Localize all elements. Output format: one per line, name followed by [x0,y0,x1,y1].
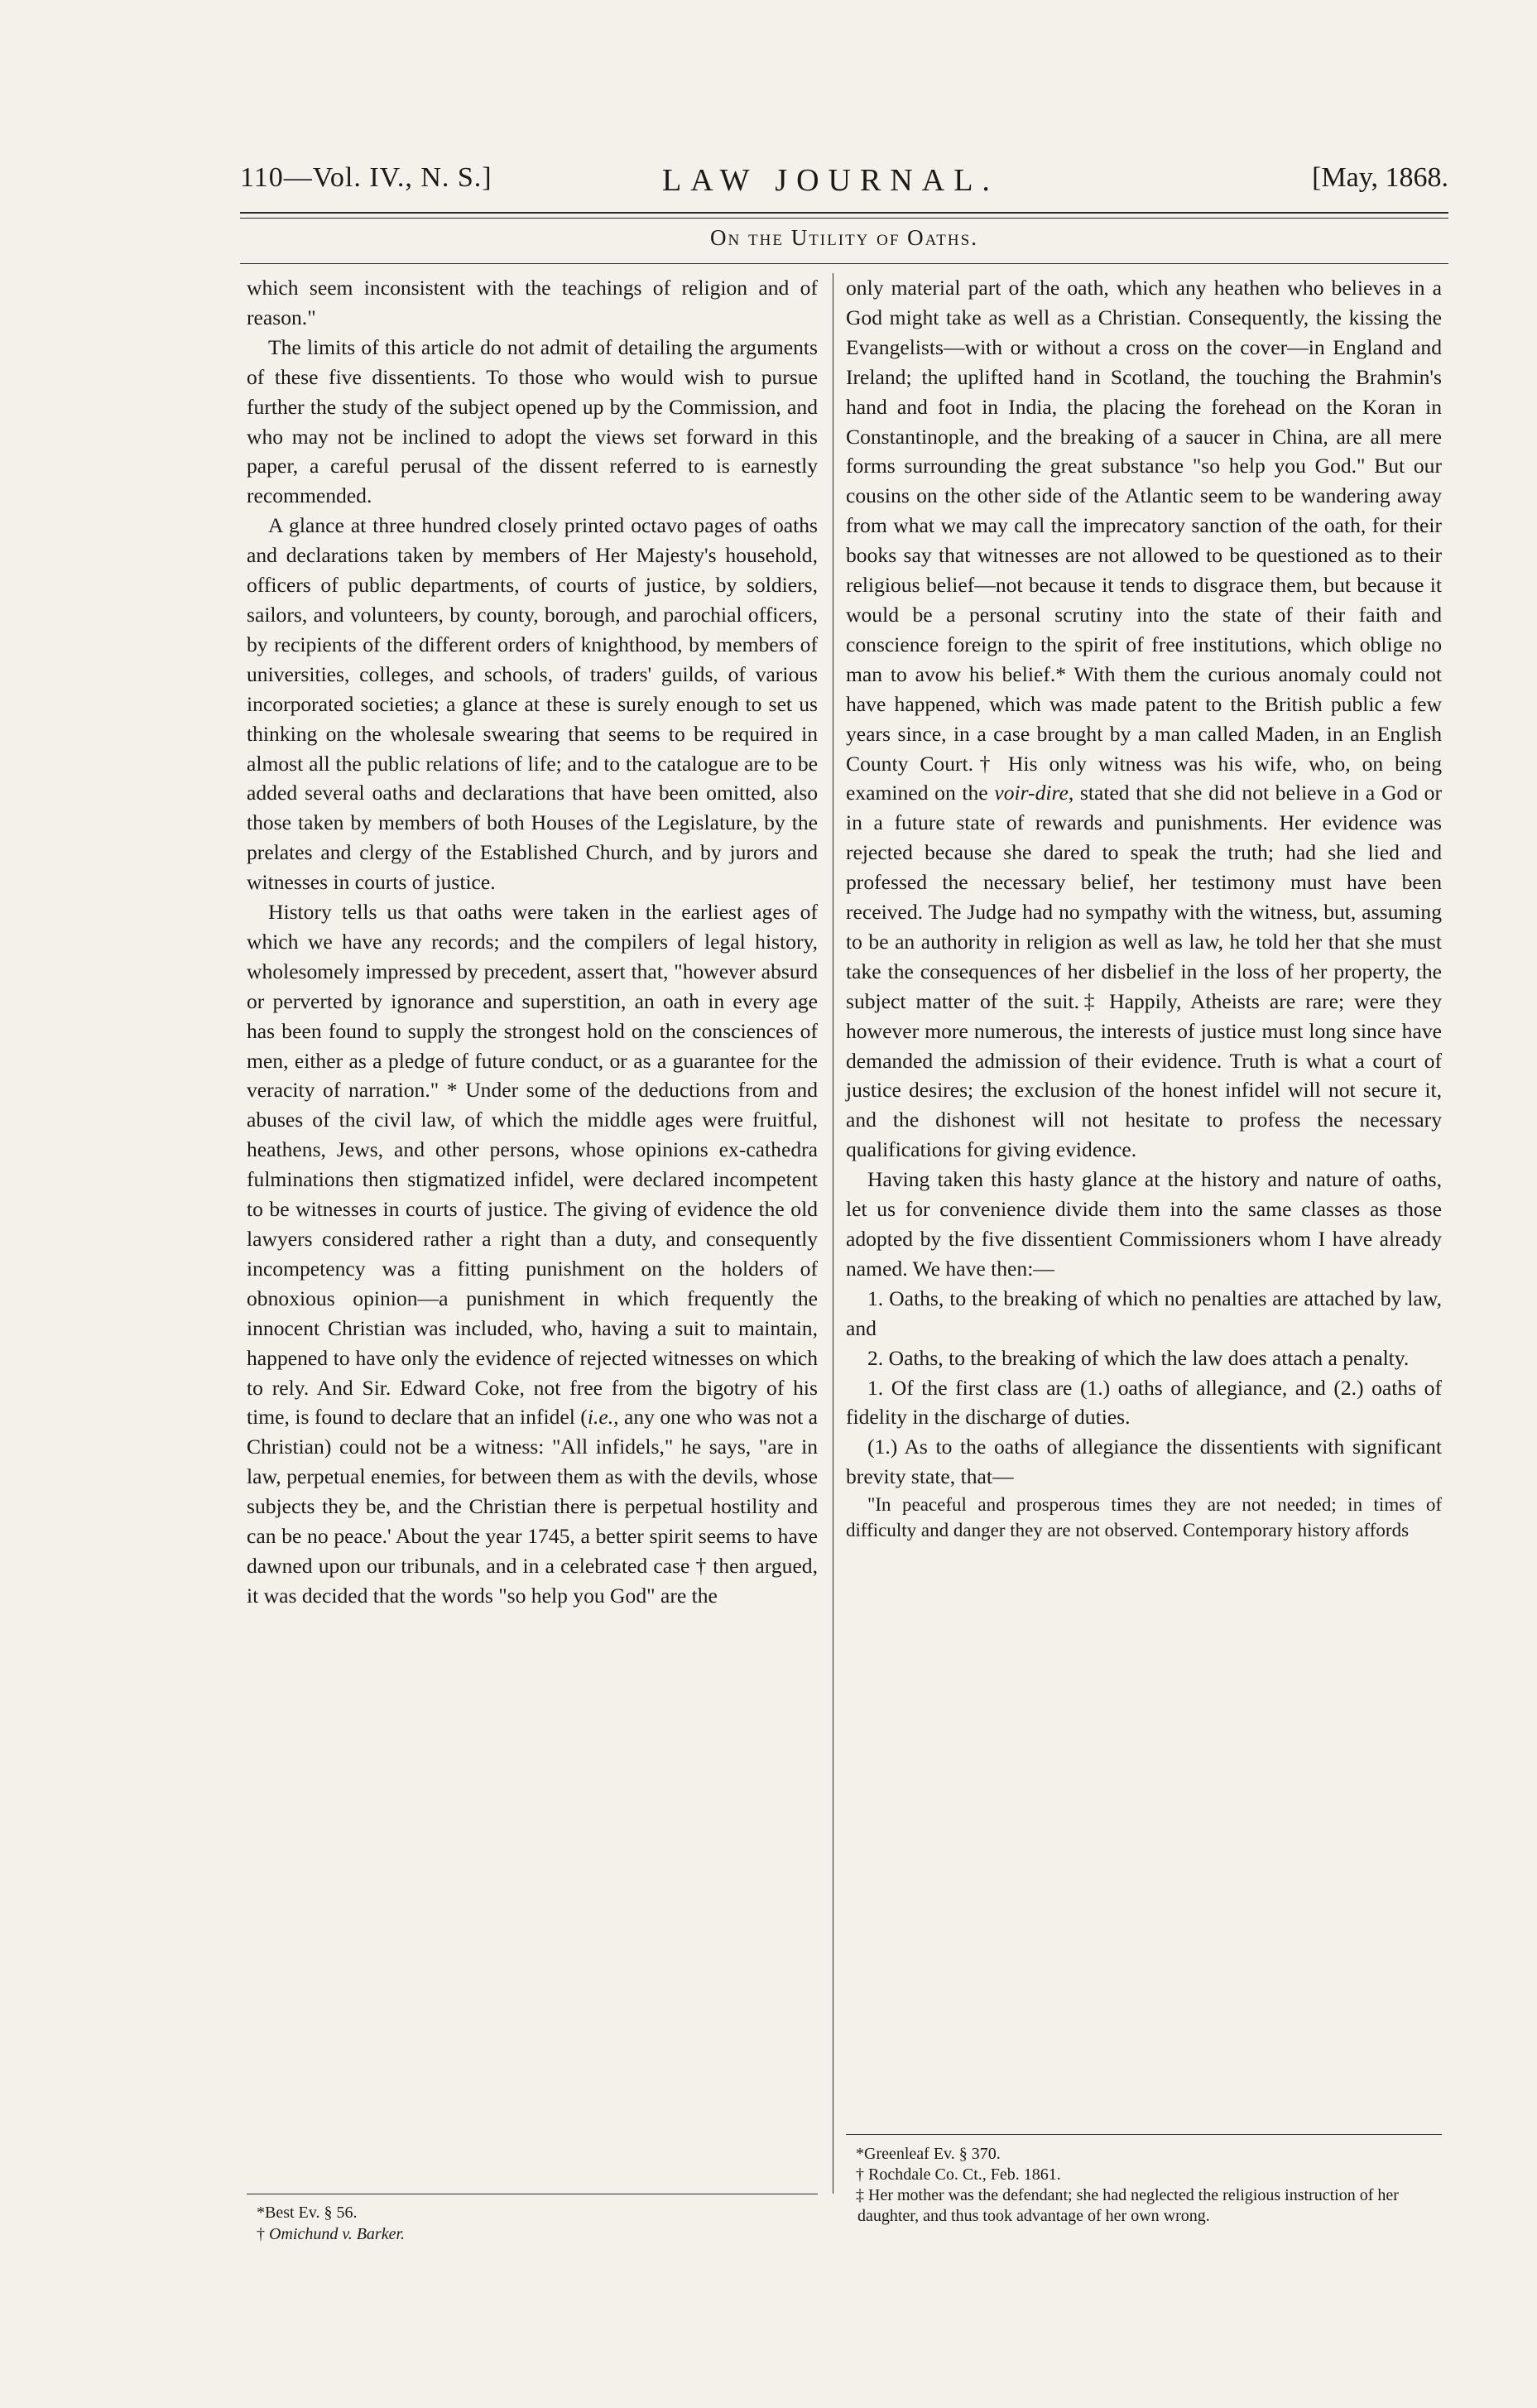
oath-substance-text-a: only material part of the oath, which any heathen who believes in a God might take as well as a Christian. Consequently, the kissing the Evangelists—with or without a cross on the cover—in England and Ireland; the uplifted hand in Scotland, the touching the Brahmin's hand and foot in India, the placing the forehead on the Koran in Constantinople, and the breaking of a saucer in China, are all mere forms surrounding the great substance "so help you God." But our cousins on the other side of the Atlantic seem to be wandering away from what we may call the imprecatory sanction of the oath, for their books say that witnesses are not allowed to be questioned as to their religious belief—not because it tends to disgrace them, but because it would be a personal scrutiny into the state of their faith and conscience foreign to the spirit of free institutions, which oblige no man to avow his belief.* With them the curious anomaly could not have happened, which was made patent to the British public a few years since, in a case brought by a man called Maden, in an English County Court.† His only witness was his wife, who, on being examined on the [846,276,1442,805]
paragraph-glance: A glance at three hundred closely printed octavo pages of oaths and declarations taken by members of Her Majesty's household, officers of public departments, of courts of justice, by soldiers, sailors, and volunteers, by county, borough, and parochial officers, by recipients of the different orders of knighthood, by members of universities, colleges, and schools, of traders' guilds, of various incorporated societies; a glance at these is surely enough to set us thinking on the wholesale swearing that seems to be required in almost all the public relations of life; and to the catalogue are to be added several oaths and declarations that have been omitted, also those taken by members of both Houses of the Legislature, by the prelates and clergy of the Established Church, and by jurors and witnesses in courts of justice. [247,513,818,895]
footnotes-right [846,2144,1442,2227]
voir-dire-term: voir-dire [994,781,1069,805]
page-volume-reference: 110—Vol. IV., N. S.] [240,162,492,193]
paragraph-class-one: 1. Oaths, to the breaking of which no penalties are attached by law, and [846,1286,1442,1340]
issue-date: [May, 1868. [1312,162,1448,193]
footnote-rule-right [846,2134,1442,2135]
paragraph-allegiance: (1.) As to the oaths of allegiance the dissentients with significant brevity state, that— [846,1435,1442,1489]
footnote-rochdale: † Rochdale Co. Ct., Feb. 1861. [856,2165,1061,2184]
history-text-a: History tells us that oaths were taken in the earliest ages of which we have any records; and the compilers of legal history, wholesomely impressed by precedent, assert that, "however absurd or perverted by ignorance and superstition, an oath in every age has been found to supply the strongest hold on the consciences of men, either as a pledge of future conduct, or as a guarantee for the veracity of narration." * Under some of the deductions from and abuses of the civil law, of which the middle ages were fruitful, heathens, Jews, and other persons, whose opinions ex-cathedra fulminations then stigmatized infidel, were declared incompetent to be witnesses in courts of justice. The giving of evidence the old lawyers considered rather a right than a duty, and consequently incompetency was a fitting punishment on the holders of obnoxious opinion—a punishment in which frequently the innocent Christian was included, who, having a suit to maintain, happened to have only the evidence of rejected witnesses on which to rely. And Sir. Edward Coke, not free from the bigotry of his time, is found to declare that an infidel ( [247,900,818,1430]
journal-title: LAW JOURNAL. [662,163,999,198]
footnotes-left [247,2202,818,2245]
footnote-case-name: Omichund v. Barker. [269,2225,406,2243]
footnote-best-ev: *Best Ev. § 56. [257,2204,358,2222]
footnote-omichund [258,2223,818,2245]
paragraph-oath-substance [846,273,1442,1165]
left-column [247,273,818,2177]
footnote-greenleaf: *Greenleaf Ev. § 370. [856,2145,1001,2163]
subtitle-rule [240,263,1448,264]
paragraph-first-class: 1. Of the first class are (1.) oaths of allegiance, and (2.) oaths of fidelity in the discharge of duties. [846,1375,1442,1430]
header-rule-thick [240,212,1448,214]
article-running-title: On the Utility of Oaths. [710,225,978,250]
right-column [846,273,1442,2160]
paragraph-history [247,897,818,1611]
paragraph-classes: Having taken this hasty glance at the history and nature of oaths, let us for convenience divide them into the same classes as those adopted by the five dissentient Commissioners whom I have already named. We have then:— [846,1167,1442,1281]
footnote-dagger: † [257,2225,269,2243]
block-quote: "In peaceful and prosperous times they are not needed; in times of difficulty and danger they are not observed. Contemporary history affords [846,1494,1442,1541]
header-rule-thin [240,218,1448,219]
paragraph-continuation: which seem inconsistent with the teachings of religion and of reason." [247,276,818,329]
footnote-mother: ‡ Her mother was the defendant; she had neglected the religious instruction of her daughter, and thus took advantage of her own wrong. [856,2186,1399,2225]
oath-substance-text-b: , stated that she did not believe in a God or in a future state of rewards and punishments. Her evidence was rejected because she dared to speak the truth; had she lied and professed the necessary belief, her testimony must have been received. The Judge had no sympathy with the witness, but, assuming to be an authority in religion as well as law, he told her that she must take the consequences of her disbelief in the loss of her property, the subject matter of the suit.‡ Happily, Atheists are rare; were they however more numerous, the interests of justice must long since have demanded the admission of their evidence. Truth is what a court of justice desires; the exclusion of the honest infidel will not secure it, and the dishonest will not hesitate to profess the necessary qualifications for giving evidence. [846,781,1442,1162]
running-header [240,162,1448,204]
paragraph-class-two: 2. Oaths, to the breaking of which the law does attach a penalty. [867,1345,1410,1370]
history-text-b: any one who was not a Christian) could not be a witness: "All infidels," he says, "are in law, perpetual enemies, for between them as with the devils, whose subjects they be, and the Christian there is perpetual hostility and can be no peace.' About the year 1745, a better spirit seems to have dawned upon our tribunals, and in a celebrated case † then argued, it was decided that the words "so help you God" are the [247,1405,819,1608]
paragraph-limits: The limits of this article do not admit of detailing the arguments of these five dissentients. To those who would wish to pursue further the study of the subject opened up by the Commission, and who may not be inclined to adopt the views set forward in this paper, a careful perusal of the dissent referred to is earnestly recommended. [247,334,818,508]
history-ie: i.e., [587,1405,619,1430]
